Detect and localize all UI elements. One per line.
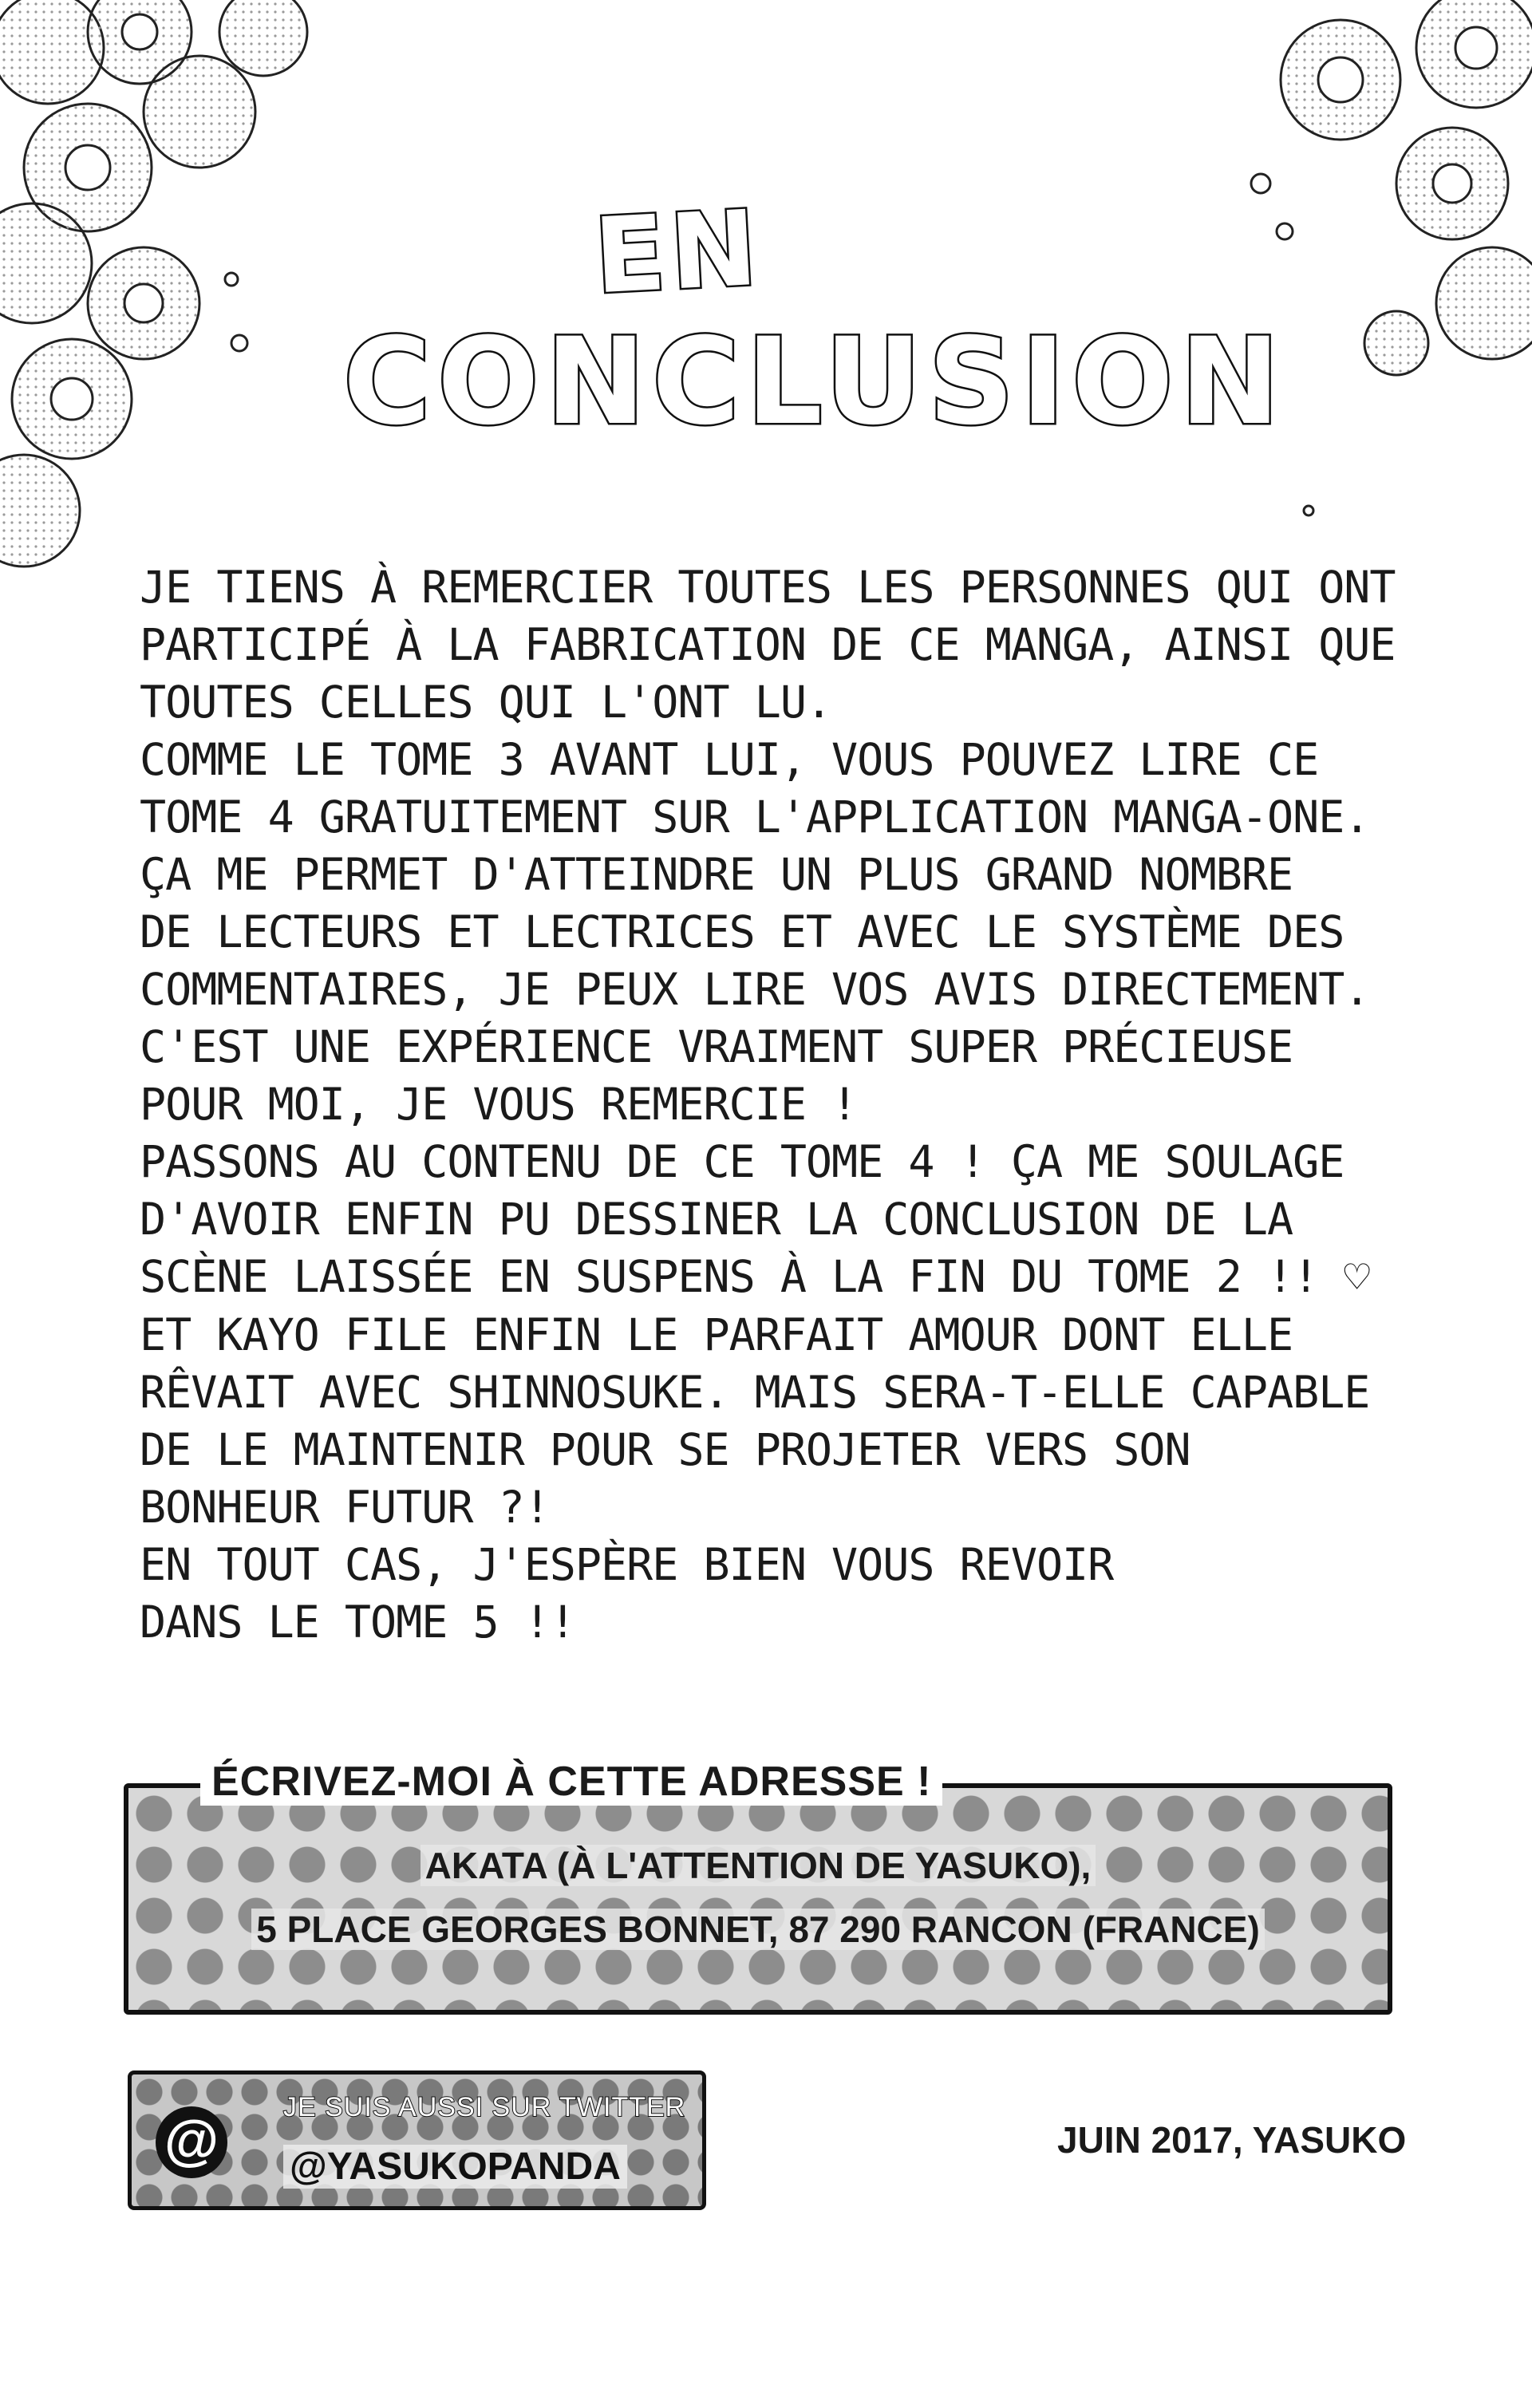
- body-line: RÊVAIT AVEC SHINNOSUKE. MAIS SERA-T-ELLE CAPABLE: [140, 1367, 1370, 1418]
- body-line: DE LECTEURS ET LECTRICES ET AVEC LE SYSTÈME DES: [140, 906, 1344, 957]
- body-line: JE TIENS À REMERCIER TOUTES LES PERSONNES QUI ONT: [140, 562, 1396, 613]
- at-icon: @: [156, 2106, 227, 2178]
- conclusion-body-text: [140, 559, 1400, 1651]
- body-line: PARTICIPÉ À LA FABRICATION DE CE MANGA, AINSI QUE: [140, 619, 1396, 670]
- twitter-caption: JE SUIS AUSSI SUR TWITTER: [283, 2092, 686, 2122]
- body-line: POUR MOI, JE VOUS REMERCIE !: [140, 1079, 858, 1130]
- body-line: ÇA ME PERMET D'ATTEINDRE UN PLUS GRAND NOMBRE: [140, 849, 1293, 900]
- body-line: COMMENTAIRES, JE PEUX LIRE VOS AVIS DIRECTEMENT.: [140, 964, 1370, 1015]
- title-line-1: EN: [591, 187, 765, 318]
- body-line: EN TOUT CAS, J'ESPÈRE BIEN VOUS REVOIR: [140, 1539, 1114, 1590]
- body-line-text: SCÈNE LAISSÉE EN SUSPENS À LA FIN DU TOME 2 !!: [140, 1251, 1319, 1302]
- twitter-box: [128, 2070, 706, 2210]
- body-line: TOME 4 GRATUITEMENT SUR L'APPLICATION MANGA-ONE.: [140, 791, 1370, 843]
- body-line: ET KAYO FILE ENFIN LE PARFAIT AMOUR DONT ELLE: [140, 1309, 1293, 1360]
- heart-icon: ♡: [1344, 1252, 1369, 1302]
- address-line-2: [128, 1908, 1388, 1951]
- body-line: DE LE MAINTENIR POUR SE PROJETER VERS SON: [140, 1424, 1190, 1475]
- address-header: ÉCRIVEZ-MOI À CETTE ADRESSE !: [200, 1758, 942, 1806]
- signature: JUIN 2017, YASUKO: [1057, 2119, 1407, 2161]
- address-box: [124, 1759, 1392, 2015]
- title-line-2: CONCLUSION: [343, 313, 1287, 452]
- body-line: D'AVOIR ENFIN PU DESSINER LA CONCLUSION DE LA: [140, 1194, 1293, 1245]
- body-line: PASSONS AU CONTENU DE CE TOME 4 ! ÇA ME SOULAGE: [140, 1136, 1344, 1187]
- title-block: [0, 0, 1532, 559]
- body-line: TOUTES CELLES QUI L'ONT LU.: [140, 677, 832, 728]
- body-line: DANS LE TOME 5 !!: [140, 1597, 575, 1648]
- address-line-1-text: AKATA (À L'ATTENTION DE YASUKO),: [421, 1845, 1096, 1886]
- twitter-handle[interactable]: @YASUKOPANDA: [283, 2145, 627, 2189]
- body-line-with-heart: [140, 1248, 1400, 1306]
- address-line-2-text: 5 PLACE GEORGES BONNET, 87 290 RANCON (FRANCE): [251, 1909, 1265, 1950]
- body-line: COMME LE TOME 3 AVANT LUI, VOUS POUVEZ LIRE CE: [140, 734, 1319, 785]
- body-line: C'EST UNE EXPÉRIENCE VRAIMENT SUPER PRÉCIEUSE: [140, 1021, 1293, 1072]
- address-line-1: [128, 1844, 1388, 1887]
- body-line: BONHEUR FUTUR ?!: [140, 1482, 550, 1533]
